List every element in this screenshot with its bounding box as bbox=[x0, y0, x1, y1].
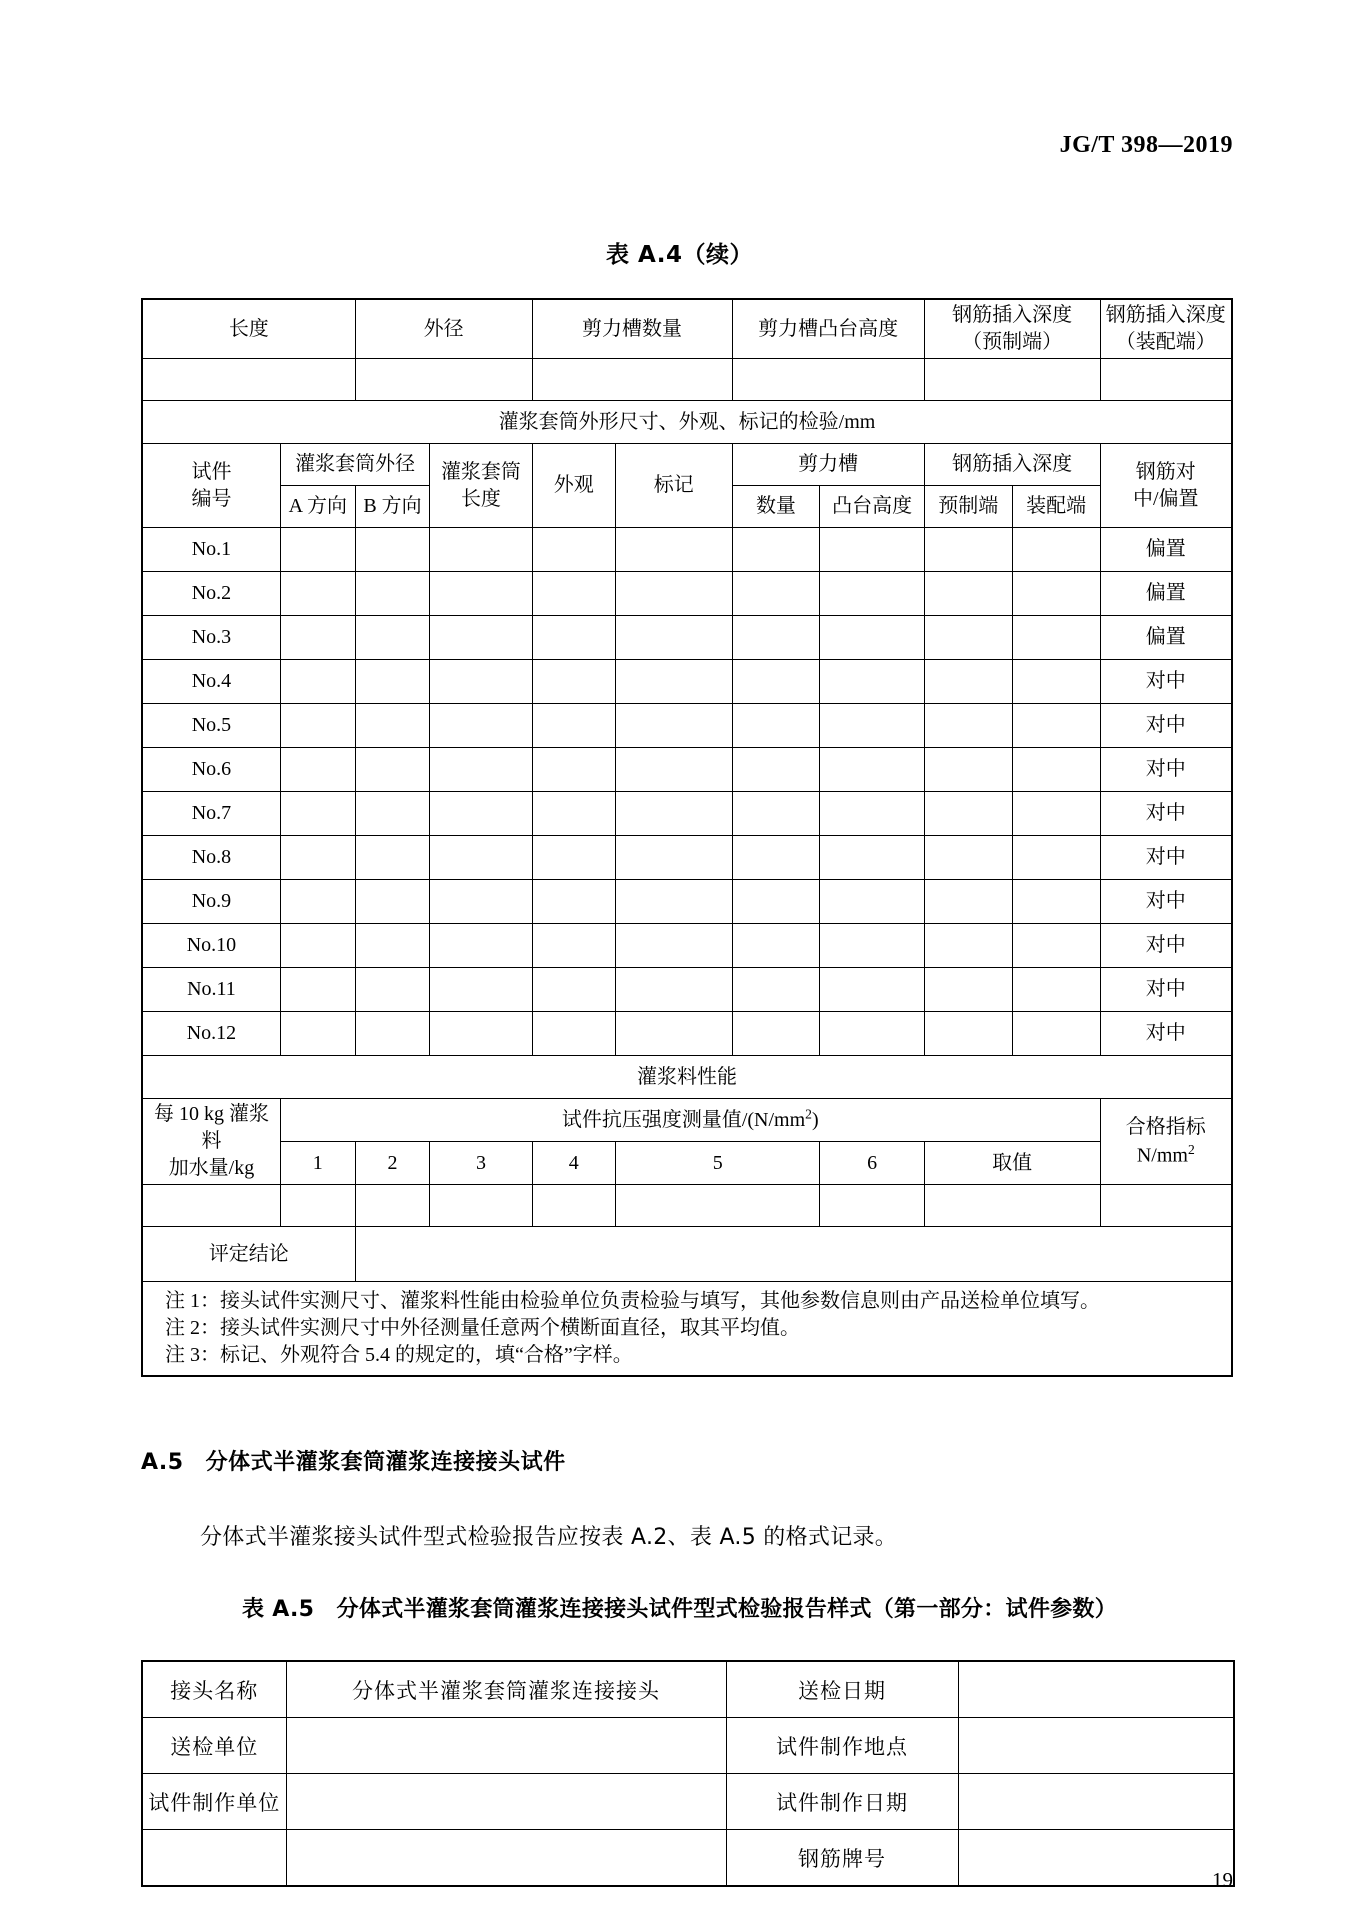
label-specimen-date: 试件制作日期 bbox=[726, 1774, 958, 1830]
input-cell-groove-count[interactable] bbox=[732, 704, 820, 748]
cell-rebar-alignment: 对中 bbox=[1100, 836, 1232, 880]
table-a5-container bbox=[141, 1660, 1233, 1887]
input-cell-boss-height[interactable] bbox=[820, 616, 924, 660]
header-cell-outer-diameter: 外径 bbox=[355, 299, 532, 359]
input-cell-groove-count[interactable] bbox=[732, 836, 820, 880]
label-submitting-unit: 送检单位 bbox=[142, 1718, 286, 1774]
header-water-per-10kg bbox=[142, 1099, 280, 1185]
input-cell-marking[interactable] bbox=[616, 924, 732, 968]
input-cell-sleeve-length[interactable] bbox=[430, 836, 532, 880]
input-cell-appearance[interactable] bbox=[532, 792, 616, 836]
input-cell-strength-1[interactable] bbox=[280, 1185, 355, 1227]
header-sample-5: 5 bbox=[616, 1142, 820, 1185]
cell-specimen-no: No.1 bbox=[142, 528, 280, 572]
input-cell-strength-value[interactable] bbox=[924, 1185, 1100, 1227]
input-cell-precast-end[interactable] bbox=[924, 792, 1012, 836]
label-specimen-maker: 试件制作单位 bbox=[142, 1774, 286, 1830]
label-evaluation-conclusion: 评定结论 bbox=[142, 1227, 355, 1282]
input-cell-marking[interactable] bbox=[616, 528, 732, 572]
input-cell-strength-4[interactable] bbox=[532, 1185, 616, 1227]
label-submission-date: 送检日期 bbox=[726, 1661, 958, 1718]
subheader-appearance: 外观 bbox=[532, 444, 616, 528]
subheader-marking: 标记 bbox=[616, 444, 732, 528]
input-cell-od-b[interactable] bbox=[355, 660, 430, 704]
header-line-2: （装配端） bbox=[1115, 331, 1216, 353]
input-cell-groove-count[interactable] bbox=[732, 572, 820, 616]
input-cell-outer-diameter[interactable] bbox=[355, 359, 532, 401]
subheader-groove-count: 数量 bbox=[732, 486, 820, 528]
table-row bbox=[142, 748, 1232, 792]
input-cell-evaluation-conclusion[interactable] bbox=[355, 1227, 1232, 1282]
subheader-sleeve-length bbox=[430, 444, 532, 528]
input-cell-boss-height[interactable] bbox=[820, 528, 924, 572]
input-cell-sleeve-length[interactable] bbox=[430, 528, 532, 572]
subheader-line-2: 编号 bbox=[191, 487, 232, 510]
input-cell-submitting-unit[interactable] bbox=[286, 1718, 726, 1774]
note-1: 注 1：接头试件实测尺寸、灌浆料性能由检验单位负责检验与填写，其他参数信息则由产品送检单位填写。 bbox=[165, 1290, 1100, 1312]
subheader-rebar-depth: 钢筋插入深度 bbox=[924, 444, 1100, 486]
cell-specimen-no: No.7 bbox=[142, 792, 280, 836]
input-cell-boss-height[interactable] bbox=[820, 660, 924, 704]
input-cell-precast-end[interactable] bbox=[924, 660, 1012, 704]
notes-block bbox=[142, 1282, 1232, 1377]
input-cell-od-b[interactable] bbox=[355, 792, 430, 836]
input-cell-precast-end[interactable] bbox=[924, 616, 1012, 660]
input-cell-rebar-depth-precast[interactable] bbox=[924, 359, 1100, 401]
table-a5 bbox=[141, 1660, 1235, 1887]
input-cell-marking[interactable] bbox=[616, 968, 732, 1012]
header-sample-6: 6 bbox=[820, 1142, 924, 1185]
input-cell-od-b[interactable] bbox=[355, 968, 430, 1012]
cell-specimen-no: No.10 bbox=[142, 924, 280, 968]
input-cell-groove-count[interactable] bbox=[732, 660, 820, 704]
input-cell-assembly-end[interactable] bbox=[1012, 616, 1100, 660]
input-cell-od-a[interactable] bbox=[280, 968, 355, 1012]
subheader-line-1: 钢筋对 bbox=[1135, 460, 1196, 483]
input-cell-assembly-end[interactable] bbox=[1012, 924, 1100, 968]
input-cell-od-b[interactable] bbox=[355, 616, 430, 660]
input-cell-marking[interactable] bbox=[616, 616, 732, 660]
cell-specimen-no: No.11 bbox=[142, 968, 280, 1012]
input-cell-strength-3[interactable] bbox=[430, 1185, 532, 1227]
table-row bbox=[142, 1099, 1232, 1142]
table-row bbox=[142, 1718, 1234, 1774]
input-cell-od-b[interactable] bbox=[355, 528, 430, 572]
input-cell-assembly-end[interactable] bbox=[1012, 704, 1100, 748]
header-line-1: 每 10 kg 灌浆料 bbox=[153, 1103, 269, 1152]
header-cell-shear-groove-count: 剪力槽数量 bbox=[532, 299, 732, 359]
input-cell-marking[interactable] bbox=[616, 880, 732, 924]
header-sample-4: 4 bbox=[532, 1142, 616, 1185]
table-row bbox=[142, 660, 1232, 704]
header-sample-value: 取值 bbox=[924, 1142, 1100, 1185]
table-row-notes bbox=[142, 1282, 1232, 1377]
header-line-1: 合格指标 bbox=[1125, 1115, 1206, 1138]
table-row bbox=[142, 836, 1232, 880]
table-row bbox=[142, 1012, 1232, 1056]
label-empty bbox=[142, 1830, 286, 1887]
input-cell-od-a[interactable] bbox=[280, 748, 355, 792]
header-sample-3: 3 bbox=[430, 1142, 532, 1185]
input-cell-strength-6[interactable] bbox=[820, 1185, 924, 1227]
label-joint-name: 接头名称 bbox=[142, 1661, 286, 1718]
input-cell-marking[interactable] bbox=[616, 704, 732, 748]
input-cell-rebar-depth-assembly[interactable] bbox=[1100, 359, 1232, 401]
section-a5-title: 分体式半灌浆套筒灌浆连接接头试件 bbox=[205, 1450, 566, 1475]
header-line-2: $N/mm^2$ bbox=[1136, 1141, 1195, 1167]
input-cell-groove-count[interactable] bbox=[732, 880, 820, 924]
cell-specimen-no: No.3 bbox=[142, 616, 280, 660]
table-row bbox=[142, 1142, 1232, 1185]
label-rebar-grade: 钢筋牌号 bbox=[726, 1830, 958, 1887]
subheader-specimen-no bbox=[142, 444, 280, 528]
table-row bbox=[142, 924, 1232, 968]
input-cell-assembly-end[interactable] bbox=[1012, 572, 1100, 616]
cell-rebar-alignment: 对中 bbox=[1100, 792, 1232, 836]
value-joint-name: 分体式半灌浆套筒灌浆连接接头 bbox=[286, 1661, 726, 1718]
table-row bbox=[142, 1227, 1232, 1282]
input-cell-marking[interactable] bbox=[616, 836, 732, 880]
input-cell-sleeve-length[interactable] bbox=[430, 924, 532, 968]
input-cell-strength-2[interactable] bbox=[355, 1185, 430, 1227]
subheader-rebar-alignment bbox=[1100, 444, 1232, 528]
band-sleeve-inspection: 灌浆套筒外形尺寸、外观、标记的检验/mm bbox=[142, 401, 1232, 444]
input-cell-od-b[interactable] bbox=[355, 1012, 430, 1056]
input-cell-boss-height[interactable] bbox=[820, 1012, 924, 1056]
input-cell-rebar-grade[interactable] bbox=[958, 1830, 1234, 1887]
cell-specimen-no: No.9 bbox=[142, 880, 280, 924]
cell-rebar-alignment: 对中 bbox=[1100, 968, 1232, 1012]
input-cell-qualified-index[interactable] bbox=[1100, 1185, 1232, 1227]
input-cell-assembly-end[interactable] bbox=[1012, 968, 1100, 1012]
cell-rebar-alignment: 对中 bbox=[1100, 660, 1232, 704]
input-cell-od-b[interactable] bbox=[355, 704, 430, 748]
note-3: 注 3：标记、外观符合 5.4 的规定的，填“合格”字样。 bbox=[165, 1344, 633, 1366]
input-cell-sleeve-length[interactable] bbox=[430, 660, 532, 704]
input-cell-appearance[interactable] bbox=[532, 704, 616, 748]
subheader-precast-end: 预制端 bbox=[924, 486, 1012, 528]
header-cell-shear-groove-boss-height: 剪力槽凸台高度 bbox=[732, 299, 924, 359]
table-row bbox=[142, 1830, 1234, 1887]
input-cell-precast-end[interactable] bbox=[924, 836, 1012, 880]
table-row bbox=[142, 792, 1232, 836]
input-cell-precast-end[interactable] bbox=[924, 1012, 1012, 1056]
input-cell-assembly-end[interactable] bbox=[1012, 1012, 1100, 1056]
input-cell-empty[interactable] bbox=[286, 1830, 726, 1887]
input-cell-sleeve-length[interactable] bbox=[430, 792, 532, 836]
input-cell-appearance[interactable] bbox=[532, 1012, 616, 1056]
table-row bbox=[142, 968, 1232, 1012]
input-cell-appearance[interactable] bbox=[532, 748, 616, 792]
subheader-line-2: 长度 bbox=[460, 487, 501, 510]
section-a5-heading bbox=[141, 1445, 566, 1476]
input-cell-od-b[interactable] bbox=[355, 836, 430, 880]
input-cell-boss-height[interactable] bbox=[820, 880, 924, 924]
input-cell-sleeve-length[interactable] bbox=[430, 572, 532, 616]
input-cell-groove-count[interactable] bbox=[732, 924, 820, 968]
input-cell-appearance[interactable] bbox=[532, 528, 616, 572]
input-cell-od-a[interactable] bbox=[280, 1012, 355, 1056]
input-cell-appearance[interactable] bbox=[532, 968, 616, 1012]
table-row bbox=[142, 616, 1232, 660]
input-cell-groove-count[interactable] bbox=[732, 1012, 820, 1056]
input-cell-appearance[interactable] bbox=[532, 572, 616, 616]
input-cell-assembly-end[interactable] bbox=[1012, 748, 1100, 792]
header-line-2: （预制端） bbox=[962, 331, 1063, 353]
input-cell-groove-count[interactable] bbox=[732, 616, 820, 660]
input-cell-specimen-date[interactable] bbox=[958, 1774, 1234, 1830]
table-row bbox=[142, 1774, 1234, 1830]
input-cell-od-a[interactable] bbox=[280, 660, 355, 704]
cell-rebar-alignment: 偏置 bbox=[1100, 572, 1232, 616]
input-cell-boss-height[interactable] bbox=[820, 748, 924, 792]
input-cell-od-b[interactable] bbox=[355, 924, 430, 968]
cell-specimen-no: No.6 bbox=[142, 748, 280, 792]
cell-specimen-no: No.4 bbox=[142, 660, 280, 704]
input-cell-od-a[interactable] bbox=[280, 704, 355, 748]
cell-specimen-no: No.8 bbox=[142, 836, 280, 880]
input-cell-assembly-end[interactable] bbox=[1012, 836, 1100, 880]
table-row bbox=[142, 299, 1232, 359]
input-cell-groove-count[interactable] bbox=[732, 748, 820, 792]
header-sample-2: 2 bbox=[355, 1142, 430, 1185]
subheader-sleeve-od: 灌浆套筒外径 bbox=[280, 444, 429, 486]
input-cell-marking[interactable] bbox=[616, 792, 732, 836]
input-cell-sleeve-length[interactable] bbox=[430, 1012, 532, 1056]
input-cell-assembly-end[interactable] bbox=[1012, 660, 1100, 704]
header-cell-length: 长度 bbox=[142, 299, 355, 359]
table-row-band bbox=[142, 401, 1232, 444]
subheader-direction-a: A 方向 bbox=[280, 486, 355, 528]
table-row bbox=[142, 528, 1232, 572]
cell-rebar-alignment: 对中 bbox=[1100, 924, 1232, 968]
table-a5-caption: 表 A.5 分体式半灌浆套筒灌浆连接接头试件型式检验报告样式（第一部分：试件参数） bbox=[241, 1597, 1118, 1622]
input-cell-od-a[interactable] bbox=[280, 924, 355, 968]
input-cell-marking[interactable] bbox=[616, 572, 732, 616]
input-cell-boss-height[interactable] bbox=[820, 924, 924, 968]
input-cell-appearance[interactable] bbox=[532, 616, 616, 660]
input-cell-od-a[interactable] bbox=[280, 572, 355, 616]
cell-rebar-alignment: 对中 bbox=[1100, 880, 1232, 924]
header-cell-rebar-depth-precast bbox=[924, 299, 1100, 359]
cell-specimen-no: No.2 bbox=[142, 572, 280, 616]
input-cell-od-a[interactable] bbox=[280, 836, 355, 880]
input-cell-appearance[interactable] bbox=[532, 660, 616, 704]
cell-rebar-alignment: 偏置 bbox=[1100, 528, 1232, 572]
cell-rebar-alignment: 偏置 bbox=[1100, 616, 1232, 660]
section-a5-number: A.5 bbox=[141, 1450, 184, 1475]
input-cell-assembly-end[interactable] bbox=[1012, 880, 1100, 924]
table-row-band bbox=[142, 1056, 1232, 1099]
input-cell-water-amount[interactable] bbox=[142, 1185, 280, 1227]
input-cell-length[interactable] bbox=[142, 359, 355, 401]
input-cell-assembly-end[interactable] bbox=[1012, 792, 1100, 836]
input-cell-sleeve-length[interactable] bbox=[430, 968, 532, 1012]
label-specimen-location: 试件制作地点 bbox=[726, 1718, 958, 1774]
input-cell-sleeve-length[interactable] bbox=[430, 880, 532, 924]
section-a5-paragraph: 分体式半灌浆接头试件型式检验报告应按表 A.2、表 A.5 的格式记录。 bbox=[200, 1525, 898, 1550]
input-cell-boss-height[interactable] bbox=[820, 572, 924, 616]
input-cell-marking[interactable] bbox=[616, 1012, 732, 1056]
subheader-line-1: 试件 bbox=[191, 460, 232, 483]
subheader-line-2: 中/偏置 bbox=[1132, 487, 1199, 510]
input-cell-od-a[interactable] bbox=[280, 528, 355, 572]
band-grout-performance: 灌浆料性能 bbox=[142, 1056, 1232, 1099]
input-cell-od-a[interactable] bbox=[280, 880, 355, 924]
input-cell-od-b[interactable] bbox=[355, 748, 430, 792]
table-a4-container bbox=[141, 298, 1233, 1377]
input-cell-marking[interactable] bbox=[616, 660, 732, 704]
subheader-line-1: 灌浆套筒 bbox=[440, 460, 521, 483]
table-row bbox=[142, 1661, 1234, 1718]
cell-rebar-alignment: 对中 bbox=[1100, 704, 1232, 748]
input-cell-od-b[interactable] bbox=[355, 572, 430, 616]
table-a4 bbox=[141, 298, 1233, 1377]
header-cell-rebar-depth-assembly bbox=[1100, 299, 1232, 359]
input-cell-sleeve-length[interactable] bbox=[430, 748, 532, 792]
input-cell-precast-end[interactable] bbox=[924, 924, 1012, 968]
running-header-standard-code: JG/T 398—2019 bbox=[1059, 132, 1233, 158]
input-cell-boss-height[interactable] bbox=[820, 836, 924, 880]
table-row bbox=[142, 880, 1232, 924]
input-cell-precast-end[interactable] bbox=[924, 572, 1012, 616]
input-cell-boss-height[interactable] bbox=[820, 968, 924, 1012]
header-line-1: 钢筋插入深度 bbox=[1105, 304, 1226, 326]
input-cell-boss-height[interactable] bbox=[820, 792, 924, 836]
input-cell-groove-count[interactable] bbox=[732, 968, 820, 1012]
input-cell-appearance[interactable] bbox=[532, 924, 616, 968]
input-cell-shear-groove-boss-height[interactable] bbox=[732, 359, 924, 401]
input-cell-od-a[interactable] bbox=[280, 792, 355, 836]
input-cell-od-a[interactable] bbox=[280, 616, 355, 660]
input-cell-precast-end[interactable] bbox=[924, 704, 1012, 748]
header-line-2: 加水量/kg bbox=[168, 1157, 255, 1179]
input-cell-marking[interactable] bbox=[616, 748, 732, 792]
table-row bbox=[142, 572, 1232, 616]
input-cell-appearance[interactable] bbox=[532, 836, 616, 880]
page-number: 19 bbox=[1212, 1868, 1233, 1892]
cell-specimen-no: No.5 bbox=[142, 704, 280, 748]
subheader-assembly-end: 装配端 bbox=[1012, 486, 1100, 528]
header-qualified-index bbox=[1100, 1099, 1232, 1185]
subheader-shear-groove: 剪力槽 bbox=[732, 444, 924, 486]
input-cell-specimen-maker[interactable] bbox=[286, 1774, 726, 1830]
header-sample-1: 1 bbox=[280, 1142, 355, 1185]
note-2: 注 2：接头试件实测尺寸中外径测量任意两个横断面直径，取其平均值。 bbox=[165, 1317, 800, 1339]
header-compressive-strength-text: 试件抗压强度测量值$/(N/mm^2)$ bbox=[561, 1106, 819, 1132]
input-cell-specimen-location[interactable] bbox=[958, 1718, 1234, 1774]
input-cell-precast-end[interactable] bbox=[924, 748, 1012, 792]
input-cell-boss-height[interactable] bbox=[820, 704, 924, 748]
input-cell-sleeve-length[interactable] bbox=[430, 704, 532, 748]
cell-rebar-alignment: 对中 bbox=[1100, 1012, 1232, 1056]
input-cell-appearance[interactable] bbox=[532, 880, 616, 924]
header-line-1: 钢筋插入深度 bbox=[952, 304, 1073, 326]
table-row-input bbox=[142, 1185, 1232, 1227]
input-cell-submission-date[interactable] bbox=[958, 1661, 1234, 1718]
cell-rebar-alignment: 对中 bbox=[1100, 748, 1232, 792]
input-cell-shear-groove-count[interactable] bbox=[532, 359, 732, 401]
input-cell-sleeve-length[interactable] bbox=[430, 616, 532, 660]
input-cell-groove-count[interactable] bbox=[732, 792, 820, 836]
table-row-input bbox=[142, 359, 1232, 401]
input-cell-precast-end[interactable] bbox=[924, 968, 1012, 1012]
input-cell-precast-end[interactable] bbox=[924, 528, 1012, 572]
table-row bbox=[142, 444, 1232, 486]
input-cell-strength-5[interactable] bbox=[616, 1185, 820, 1227]
header-compressive-strength bbox=[280, 1099, 1100, 1142]
subheader-direction-b: B 方向 bbox=[355, 486, 430, 528]
input-cell-od-b[interactable] bbox=[355, 880, 430, 924]
subheader-boss-height: 凸台高度 bbox=[820, 486, 924, 528]
input-cell-groove-count[interactable] bbox=[732, 528, 820, 572]
input-cell-assembly-end[interactable] bbox=[1012, 528, 1100, 572]
cell-specimen-no: No.12 bbox=[142, 1012, 280, 1056]
table-a4-caption: 表 A.4（续） bbox=[606, 242, 753, 268]
table-row bbox=[142, 704, 1232, 748]
input-cell-precast-end[interactable] bbox=[924, 880, 1012, 924]
